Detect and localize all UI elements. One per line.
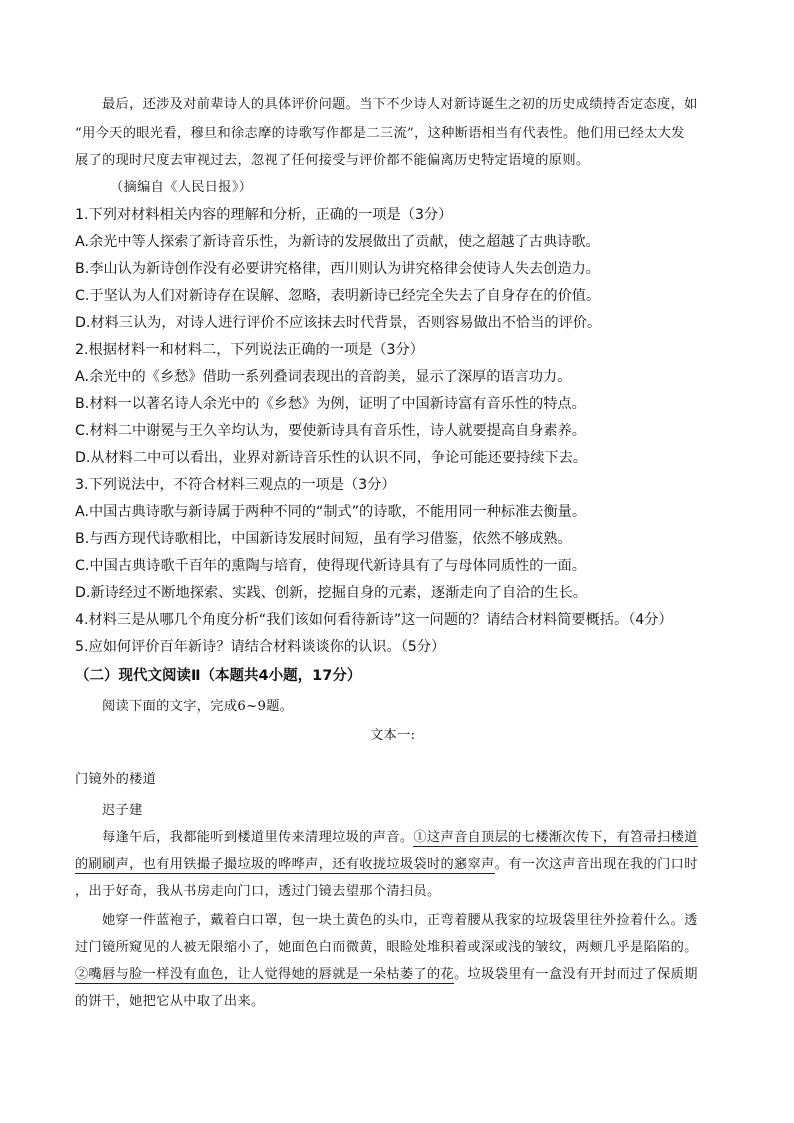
story-author: 迟子建	[102, 803, 143, 818]
question-1-option-b: B.李山认为新诗创作没有必要讲究格律，西川则认为讲究格律会使诗人失去创造力。	[75, 261, 600, 277]
underlined-sentence-2: ②嘴唇与脸一样没有血色，让人觉得她的唇就是一朵枯萎了的花	[75, 967, 455, 982]
question-3-option-d: D.新诗经过不断地探索、实践、创新，挖掘自身的元素，逐渐走向了自洽的生长。	[75, 585, 587, 601]
paragraph-2-line-1: 她穿一件蓝袍子，戴着白口罩，包一块土黄色的头巾，正弯着腰从我家的垃圾袋里往外捡着什么。透	[102, 913, 698, 928]
paragraph-2-text-3: 。垃圾袋里有一盒没有开封而过了保质期	[454, 967, 698, 982]
question-2-option-c: C.材料二中谢冕与王久辛均认为，要使新诗具有音乐性，诗人就要提高自身素养。	[75, 423, 586, 439]
story-title: 门镜外的楼道	[75, 772, 157, 787]
question-3-stem: 3.下列说法中，不符合材料三观点的一项是（3分）	[75, 477, 396, 493]
paragraph-2-line-4: 的饼干，她把它从中取了出来。	[75, 994, 265, 1009]
question-1-option-d: D.材料三认为，对诗人进行评价不应该抹去时代背景，否则容易做出不恰当的评价。	[75, 315, 602, 331]
paragraph-1-line-1	[102, 828, 698, 848]
question-3-option-c: C.中国古典诗歌千百年的熏陶与培育，使得现代新诗具有了与母体同质性的一面。	[75, 558, 586, 574]
question-1-option-c: C.于坚认为人们对新诗存在误解、忽略，表明新诗已经完全失去了自身存在的价值。	[75, 288, 601, 304]
question-1-option-a: A.余光中等人探索了新诗音乐性，为新诗的发展做出了贡献，使之超越了古典诗歌。	[75, 234, 600, 250]
section-instruction: 阅读下面的文字，完成6~9题。	[102, 699, 294, 714]
passage-line-2: “用今天的眼光看，穆旦和徐志摩的诗歌写作都是二三流”，这种断语相当有代表性。他们用已经太大发	[75, 126, 685, 141]
passage-line-3: 展了的现时尺度去审视过去，忽视了任何接受与评价都不能偏离历史特定语境的原则。	[75, 153, 590, 168]
question-2-option-d: D.从材料二中可以看出，业界对新诗音乐性的认识不同，争论可能还要持续下去。	[75, 450, 587, 466]
question-3-option-a: A.中国古典诗歌与新诗属于两种不同的“制式”的诗歌，不能用同一种标准去衡量。	[75, 504, 587, 520]
paragraph-2-line-2: 过门镜所窥见的人被无限缩小了，她面色白而微黄，眼睑处堆积着或深或浅的皱纹，两颊几乎是陷陷的。	[75, 940, 698, 955]
question-2-option-a: A.余光中的《乡愁》借助一系列叠词表现出的音韵美，显示了深厚的语言功力。	[75, 369, 572, 385]
paragraph-1-text: 每逢午后，我都能听到楼道里传来清理垃圾的声音。	[102, 830, 414, 845]
paragraph-1-line-3: ，出于好奇，我从书房走向门口，透过门镜去望那个清扫员。	[75, 884, 441, 899]
question-2-stem: 2.根据材料一和材料二，下列说法正确的一项是（3分）	[75, 342, 424, 358]
underlined-sentence-1: ①这声音自顶层的七楼渐次传下，有笤帚扫楼道	[413, 830, 698, 845]
underlined-sentence-1-cont: 的刷刷声，也有用铁撮子撮垃圾的哗哗声，还有收拢垃圾袋时的窸窣声	[75, 857, 495, 872]
paragraph-1-text-2: 。有一次这声音出现在我的门口时	[494, 857, 698, 872]
passage-line-1: 最后，还涉及对前辈诗人的具体评价问题。当下不少诗人对新诗诞生之初的历史成绩持否定态度，如	[102, 97, 698, 112]
paragraph-2-line-3	[75, 965, 698, 985]
paragraph-1-line-2	[75, 855, 698, 875]
question-1-stem: 1.下列对材料相关内容的理解和分析，正确的一项是（3分）	[75, 207, 453, 223]
question-2-option-b: B.材料一以著名诗人余光中的《乡愁》为例，证明了中国新诗富有音乐性的特点。	[75, 396, 586, 412]
question-5: 5.应如何评价百年新诗？请结合材料谈谈你的认识。（5分）	[75, 639, 446, 655]
question-3-option-b: B.与西方现代诗歌相比，中国新诗发展时间短，虽有学习借鉴，依然不够成熟。	[75, 531, 572, 547]
section-heading: （二）现代文阅读Ⅱ（本题共4小题，17分）	[75, 668, 362, 684]
text-label: 文本一:	[370, 728, 416, 743]
question-4: 4.材料三是从哪几个角度分析“我们该如何看待新诗”这一问题的？请结合材料简要概括。（4分）	[75, 612, 673, 628]
passage-source: （摘编自《人民日报》）	[110, 180, 253, 195]
